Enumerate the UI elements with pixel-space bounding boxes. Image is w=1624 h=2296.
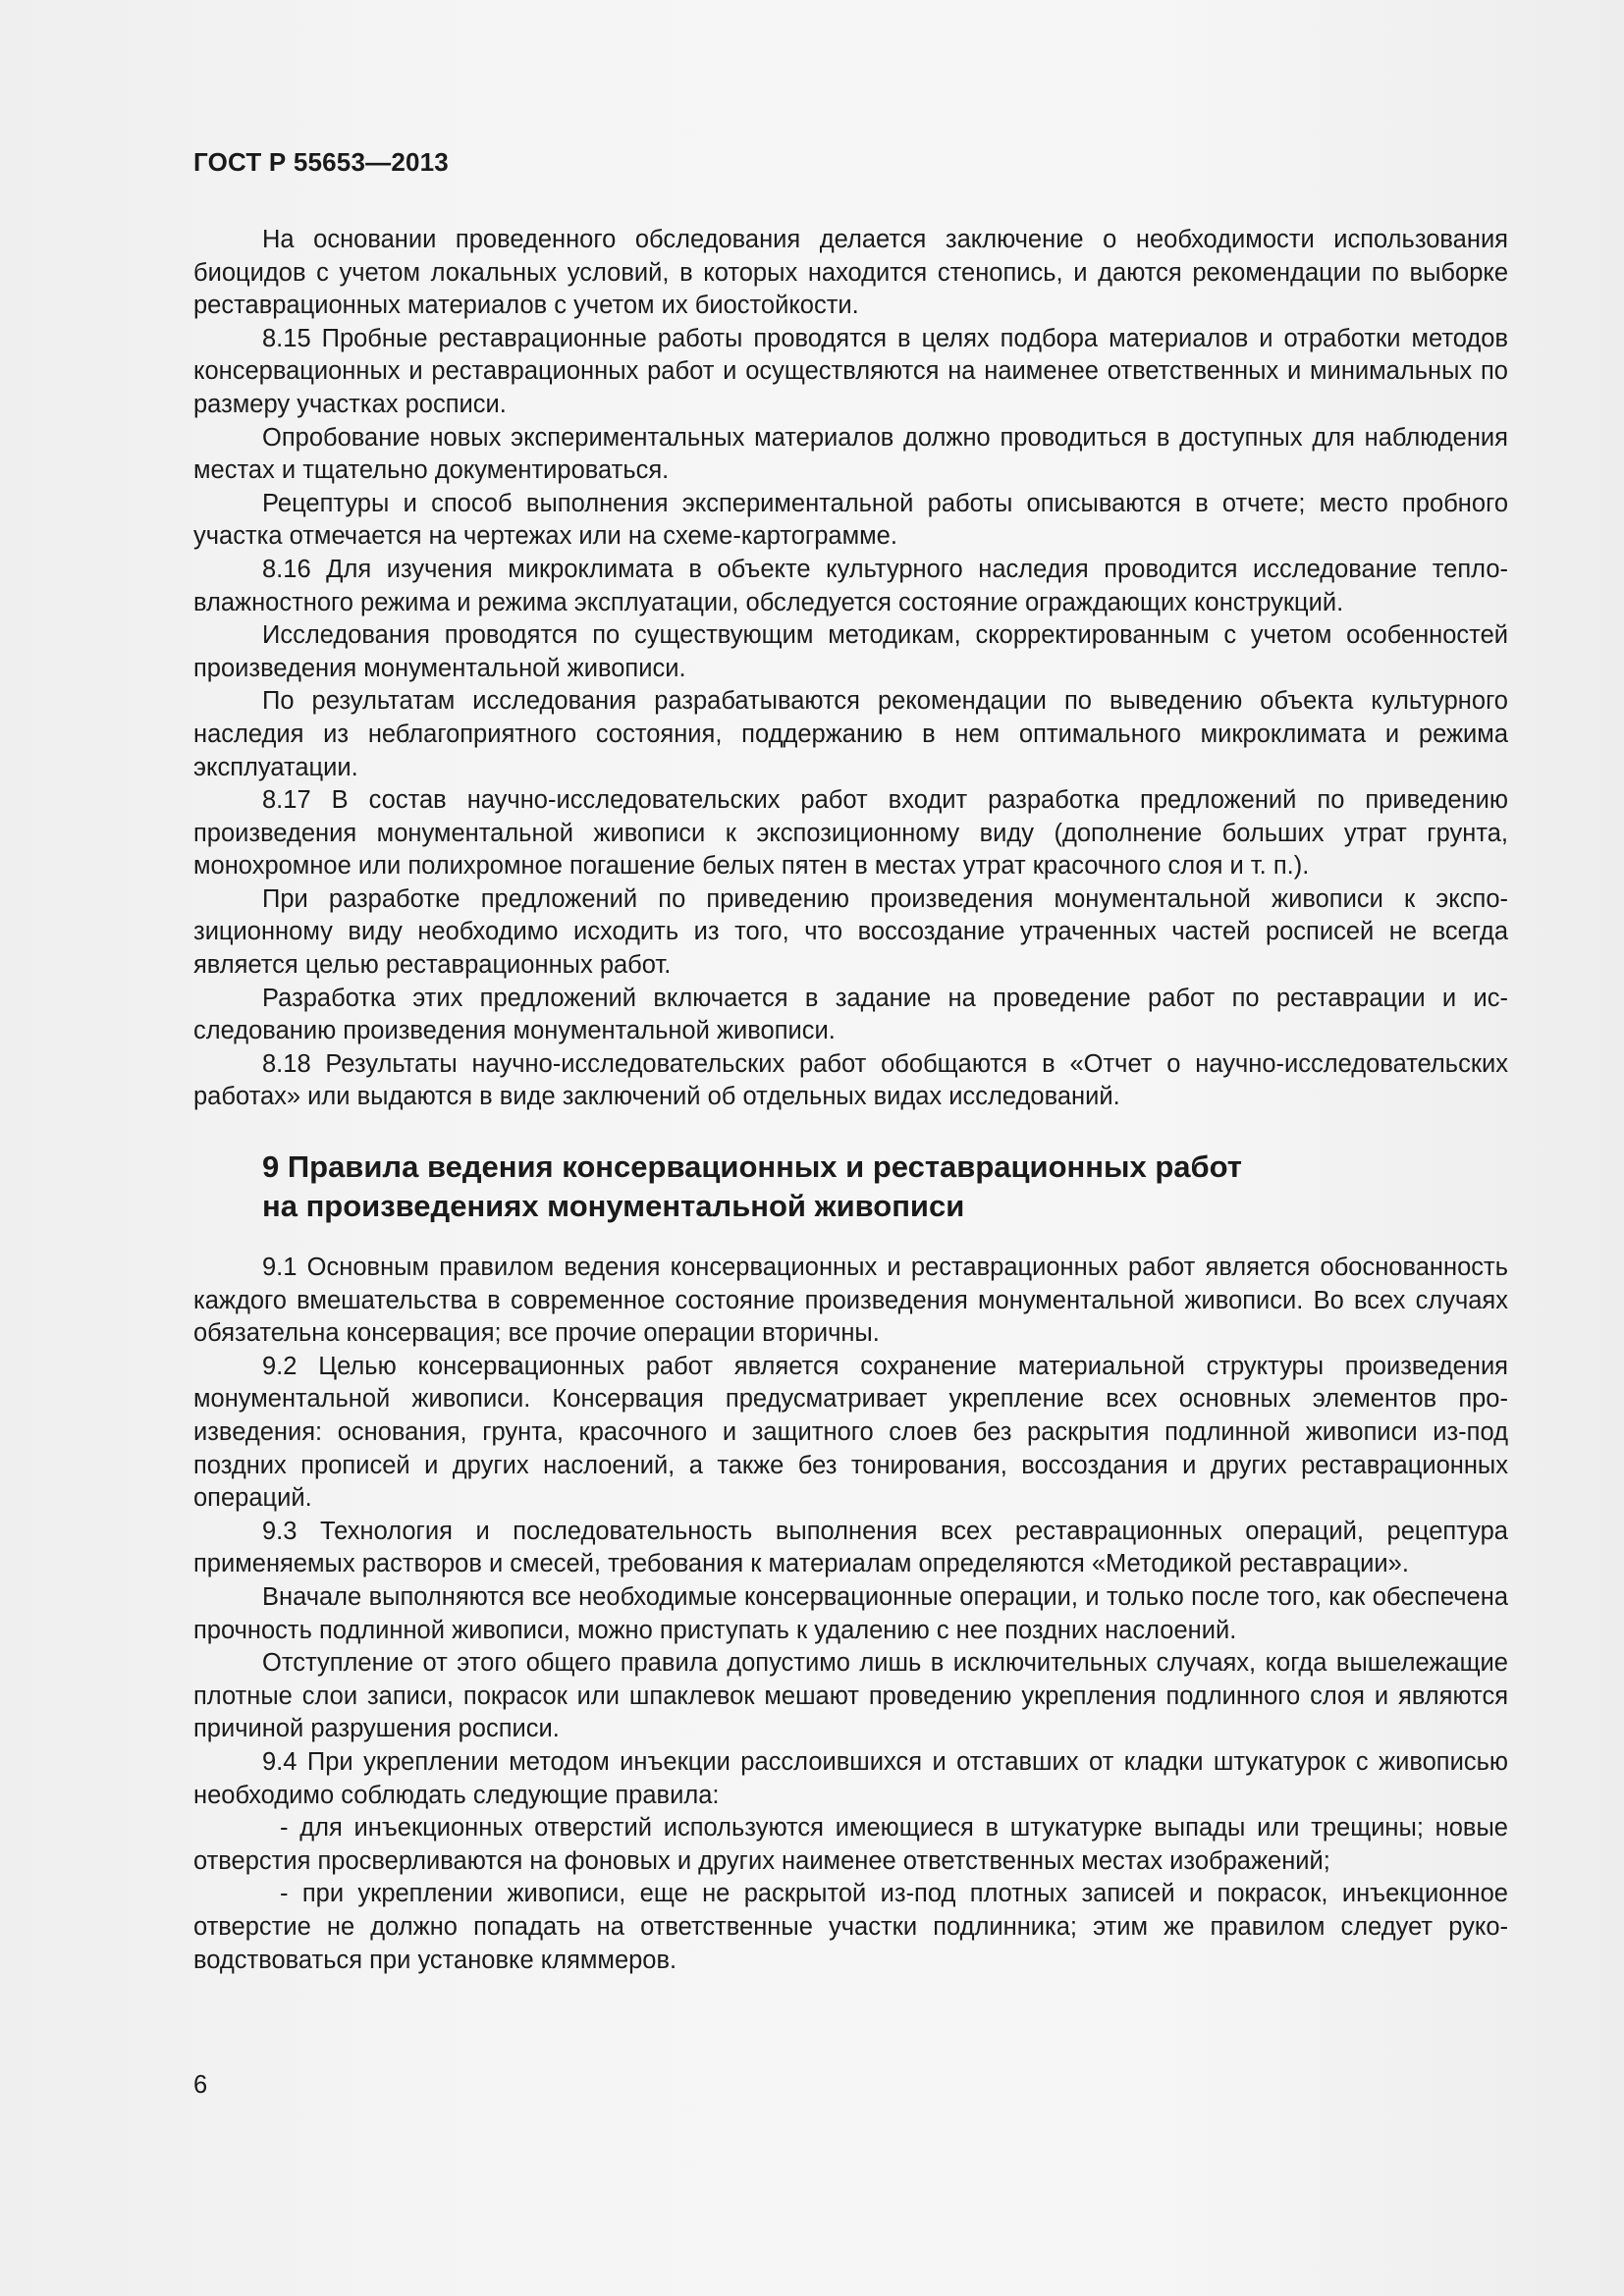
paragraph: Исследования проводятся по существующим методикам, скорректированным с учетом особенностей произведения монументальной живописи. [193, 621, 1508, 682]
paragraph: На основании проведенного обследования делается заключение о необходимости использования биоцидов с учетом локальных условий, в которых находится стенопись, и даются рекомендации по выборке реставрационных материалов с учетом их биостойкости. [193, 226, 1508, 320]
paragraph: При разработке предложений по приведению произведения монументальной живописи к экспозиционному виду необходимо исходить из того, что воссоздание утраченных частей росписей не всегда является целью реставрационных работ. [193, 884, 1508, 980]
paragraph: По результатам исследования разрабатываются рекомендации по выведению объекта культурного наследия из неблагоприятного состояния, поддержанию в нем оптимального микроклимата и режима эксплуатации. [193, 687, 1508, 781]
section-heading-line-1: 9 Правила ведения консервационных и реставрационных работ [262, 1149, 1242, 1185]
page-number: 6 [193, 2071, 208, 2099]
list-item: - для инъекционных отверстий используются имеющиеся в штукатурке выпады или трещины; новые отверстия просверливаются на фоновых и других наименее ответственных местах изображений; [193, 1814, 1508, 1875]
section-heading-9 [262, 1148, 1508, 1226]
paragraph: Опробование новых экспериментальных материалов должно проводиться в доступных для наблюдения местах и тщательно документироваться. [193, 423, 1508, 485]
paragraph-8-18: 8.18 Результаты научно-исследовательских работ обобщаются в «Отчет о научно-исследовательских работах» или выдаются в виде заключений об отдельных видах исследований. [193, 1049, 1508, 1111]
paragraph-8-16: 8.16 Для изучения микроклимата в объекте культурного наследия проводится исследование тепло-влажностного режима и режима эксплуатации, обследуется состояние ограждающих конструкций. [193, 555, 1508, 616]
paragraph-9-1: 9.1 Основным правилом ведения консервационных и реставрационных работ является обоснованность каждого вмешательства в современное состояние произведения монументальной живописи. Во всех случаях обязательна консервация; все прочие операции вторичны. [193, 1254, 1508, 1348]
document-id-header: ГОСТ Р 55653—2013 [193, 147, 449, 177]
paragraph: Отступление от этого общего правила допустимо лишь в исключительных случаях, когда вышележащие плотные слои записи, покрасок или шпаклевок мешают проведению укрепления подлинного слоя и являются причиной разрушения росписи. [193, 1649, 1508, 1743]
list-item: - при укреплении живописи, еще не раскрытой из-под плотных записей и покрасок, инъекционное отверстие не должно попадать на ответственные участки подлинника; этим же правилом следует руководствоваться при установке кляммеров. [193, 1880, 1508, 1974]
paragraph: Вначале выполняются все необходимые консервационные операции, и только после того, как обеспечена прочность подлинной живописи, можно приступать к удалению с нее поздних наслоений. [193, 1582, 1508, 1644]
document-body [193, 224, 1508, 1977]
paragraph-9-3: 9.3 Технология и последовательность выполнения всех реставрационных операций, рецептура применяемых растворов и смесей, требования к материалам определяются «Методикой реставрации». [193, 1517, 1508, 1578]
paragraph-8-15: 8.15 Пробные реставрационные работы проводятся в целях подбора материалов и отработки методов консервационных и реставрационных работ и осуществляются на наименее ответственных и минимальных по размеру участках росписи. [193, 324, 1508, 418]
paragraph: Рецептуры и способ выполнения экспериментальной работы описываются в отчете; место пробного участка отмечается на чертежах или на схеме-картограмме. [193, 489, 1508, 551]
paragraph-9-2: 9.2 Целью консервационных работ является сохранение материальной структуры произведения монументальной живописи. Консервация предусматривает укрепление всех основных элементов произведения: основания, грунта, красочного и защитного слоев без раскрытия подлинной живописи из-под поздних прописей и других наслоений, а также без тонирования, воссоздания и других реставрационных операций. [193, 1352, 1508, 1513]
section-heading-line-2: на произведениях монументальной живописи [262, 1189, 965, 1224]
paragraph-9-4: 9.4 При укреплении методом инъекции расслоившихся и отставших от кладки штукатурок с живописью необходимо соблюдать следующие правила: [193, 1747, 1508, 1809]
paragraph: Разработка этих предложений включается в задание на проведение работ по реставрации и исследованию произведения монументальной живописи. [193, 984, 1508, 1045]
paragraph-8-17: 8.17 В состав научно-исследовательских работ входит разработка предложений по приведению произведения монументальной живописи к экспозиционному виду (дополнение больших утрат грунта, монохромное или полихромное погашение белых пятен в местах утрат красочного слоя и т. п.). [193, 786, 1508, 881]
